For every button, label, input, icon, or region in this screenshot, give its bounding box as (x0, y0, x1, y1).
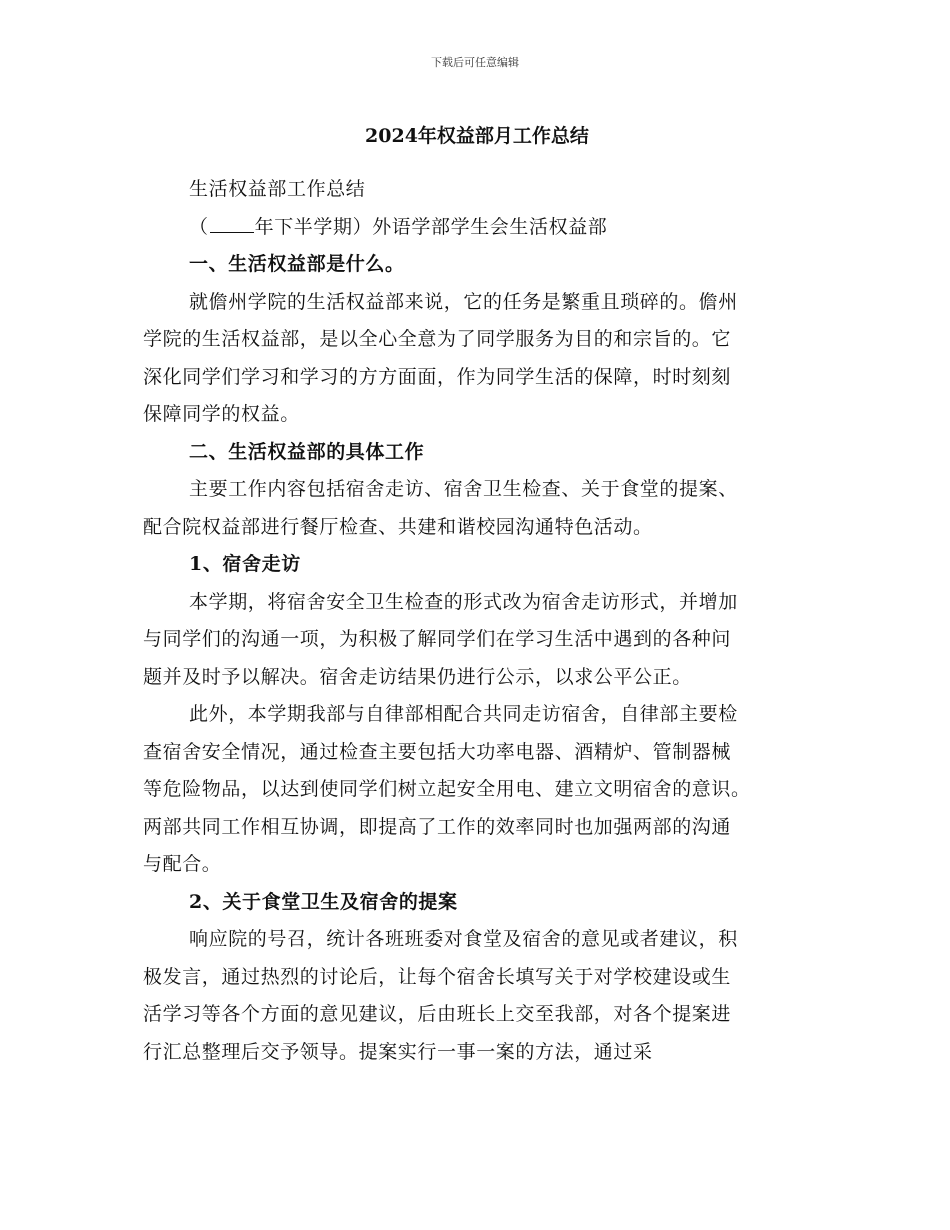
paragraph-line: 此外，本学期我部与自律部相配合共同走访宿舍，自律部主要检 (189, 703, 738, 725)
org-line-rest: 年下半学期）外语学部学生会生活权益部 (254, 215, 608, 238)
paragraph-line: 与配合。 (143, 853, 222, 875)
paragraph-line: 主要工作内容包括宿舍走访、宿舍卫生检查、关于食堂的提案、 (189, 478, 738, 500)
paragraph-line: 活学习等各个方面的意见建议，后由班长上交至我部，对各个提案进 (143, 1003, 732, 1025)
document-body (143, 118, 811, 1071)
paragraph-line: 两部共同工作相互协调，即提高了工作的效率同时也加强两部的沟通 (143, 815, 732, 838)
paragraph-line: 学院的生活权益部，是以全心全意为了同学服务为目的和宗旨的。它 (143, 328, 732, 350)
paragraph-line: 本学期，将宿舍安全卫生检查的形式改为宿舍走访形式，并增加 (189, 590, 738, 613)
paragraph-line: 极发言，通过热烈的讨论后，让每个宿舍长填写关于对学校建设或生 (143, 965, 732, 988)
page-header-note: 下载后可任意编辑 (431, 56, 519, 69)
paragraph-line: 等危险物品，以达到使同学们树立起安全用电、建立文明宿舍的意识。 (143, 778, 751, 800)
paragraph-line: 题并及时予以解决。宿舍走访结果仍进行公示，以求公平公正。 (143, 665, 692, 688)
section2-heading: 二、生活权益部的具体工作 (189, 440, 425, 463)
org-line (143, 209, 811, 247)
subsection2-heading: 2、关于食堂卫生及宿舍的提案 (189, 890, 458, 913)
paragraph-line: 行汇总整理后交予领导。提案实行一事一案的方法，通过采 (143, 1040, 653, 1063)
paragraph-line: 响应院的号召，统计各班班委对食堂及宿舍的意见或者建议，积 (189, 928, 738, 950)
year-blank (210, 216, 254, 233)
paragraph-line: 配合院权益部进行餐厅检查、共建和谐校园沟通特色活动。 (143, 515, 653, 538)
paragraph-line: 深化同学们学习和学习的方方面面，作为同学生活的保障，时时刻刻 (143, 365, 732, 388)
document-title: 2024年权益部月工作总结 (365, 125, 589, 147)
paragraph-line: 就儋州学院的生活权益部来说，它的任务是繁重且琐碎的。儋州 (189, 290, 738, 313)
paragraph-line: 保障同学的权益。 (143, 403, 300, 425)
paragraph-line: 查宿舍安全情况，通过检查主要包括大功率电器、酒精炉、管制器械 (143, 740, 732, 763)
document-subtitle: 生活权益部工作总结 (189, 178, 366, 200)
paragraph-line: 与同学们的沟通一项，为积极了解同学们在学习生活中遇到的各种问 (143, 628, 732, 650)
section1-heading: 一、生活权益部是什么。 (189, 253, 405, 275)
org-line-open: （ (189, 215, 209, 238)
subsection1-heading: 1、宿舍走访 (189, 553, 301, 575)
